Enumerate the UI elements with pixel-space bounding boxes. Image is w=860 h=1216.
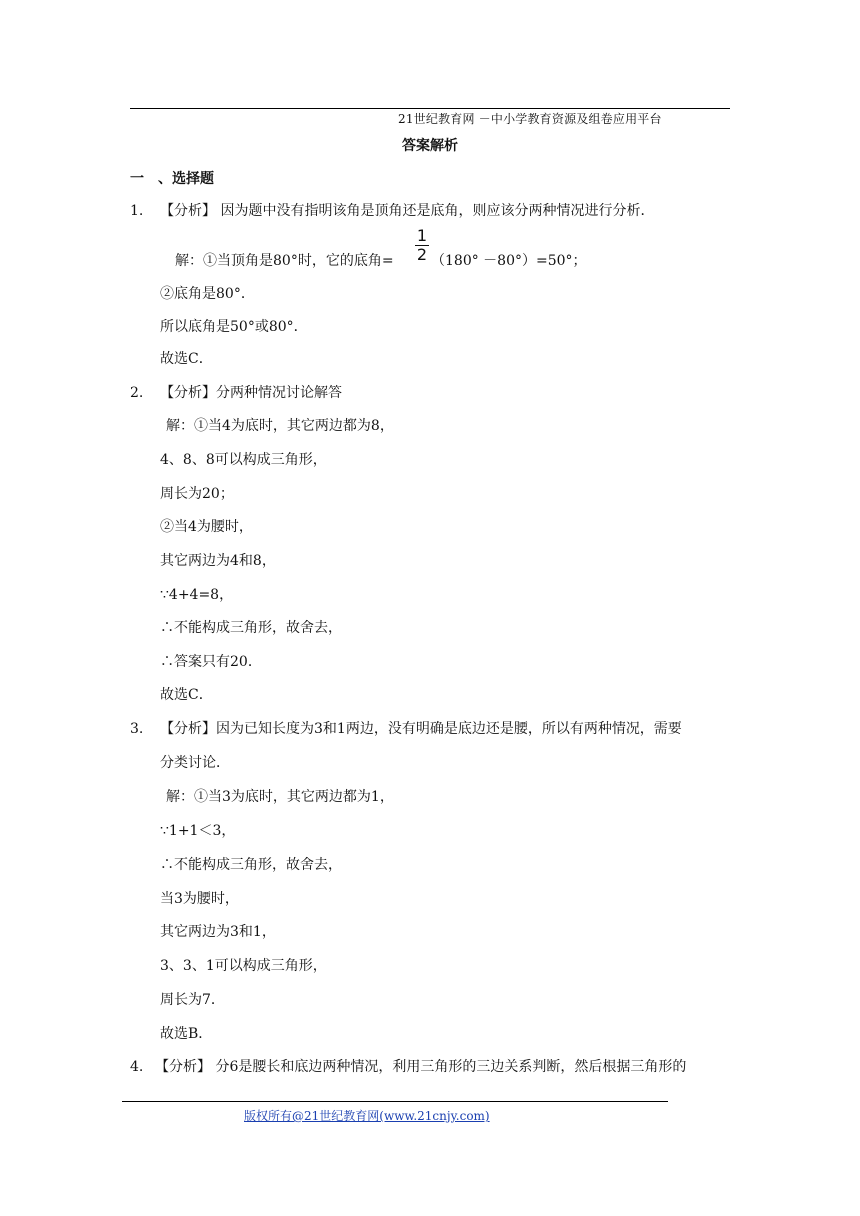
- footer-rule: [122, 1101, 668, 1102]
- q2-line: ∵4+4=8，: [160, 587, 234, 603]
- q2-line: 故选C．: [160, 687, 213, 703]
- q3-line: 周长为7．: [160, 992, 225, 1008]
- q2-line: 其它两边为4和8，: [160, 553, 276, 569]
- q2-line: ②当4为腰时，: [160, 519, 253, 535]
- q1-analysis: 【分析】 因为题中没有指明该角是顶角还是底角，则应该分两种情况进行分析．: [160, 203, 655, 219]
- q3-analysis: 【分析】因为已知长度为3和1两边，没有明确是底边还是腰，所以有两种情况，需要: [160, 721, 682, 737]
- q1-line-2: ②底角是80°．: [160, 286, 255, 302]
- q3-line: ∵1+1＜3，: [160, 823, 236, 839]
- q2-line: 周长为20；: [160, 486, 234, 502]
- q2-line: ∴不能构成三角形，故舍去，: [160, 620, 342, 636]
- q3-line: 3、3、1可以构成三角形，: [160, 958, 327, 974]
- q2-analysis: 【分析】分两种情况讨论解答: [160, 385, 342, 401]
- q3-line: ∴不能构成三角形，故舍去，: [160, 857, 342, 873]
- page-title: 答案解析: [402, 138, 458, 154]
- q3-number: 3.: [130, 721, 144, 737]
- q1-number: 1.: [130, 203, 144, 219]
- q2-number: 2.: [130, 385, 144, 401]
- fraction-numerator: 1: [416, 226, 428, 245]
- q1-line-4: 故选C．: [160, 351, 213, 367]
- q3-line: 解：①当3为底时，其它两边都为1，: [166, 789, 394, 805]
- q2-line: ∴答案只有20．: [160, 654, 262, 670]
- q3-line: 故选B．: [160, 1026, 213, 1042]
- q3-line: 其它两边为3和1，: [160, 924, 276, 940]
- header-rule: [130, 108, 730, 109]
- q1-line-3: 所以底角是50°或80°．: [160, 319, 308, 335]
- section-heading: 一 、选择题: [130, 171, 214, 187]
- q2-line: 4、8、8可以构成三角形，: [160, 452, 327, 468]
- q4-number: 4.: [130, 1059, 144, 1075]
- q1-solution-part-b: （180° －80°）=50°；: [431, 253, 587, 269]
- q2-line: 解：①当4为底时，其它两边都为8，: [166, 418, 394, 434]
- header-text: 21世纪教育网 －中小学教育资源及组卷应用平台: [398, 112, 662, 126]
- footer-copyright-link[interactable]: 版权所有@21世纪教育网(www.21cnjy.com): [244, 1109, 490, 1123]
- q3-analysis-cont: 分类讨论．: [160, 755, 230, 771]
- fraction-denominator: 2: [416, 245, 428, 264]
- q4-analysis: 【分析】 分6是腰长和底边两种情况，利用三角形的三边关系判断，然后根据三角形的: [155, 1059, 687, 1075]
- q1-fraction: [415, 228, 429, 263]
- q1-solution-part-a: 解：①当顶角是80°时，它的底角=: [175, 253, 394, 269]
- q3-line: 当3为腰时，: [160, 891, 239, 907]
